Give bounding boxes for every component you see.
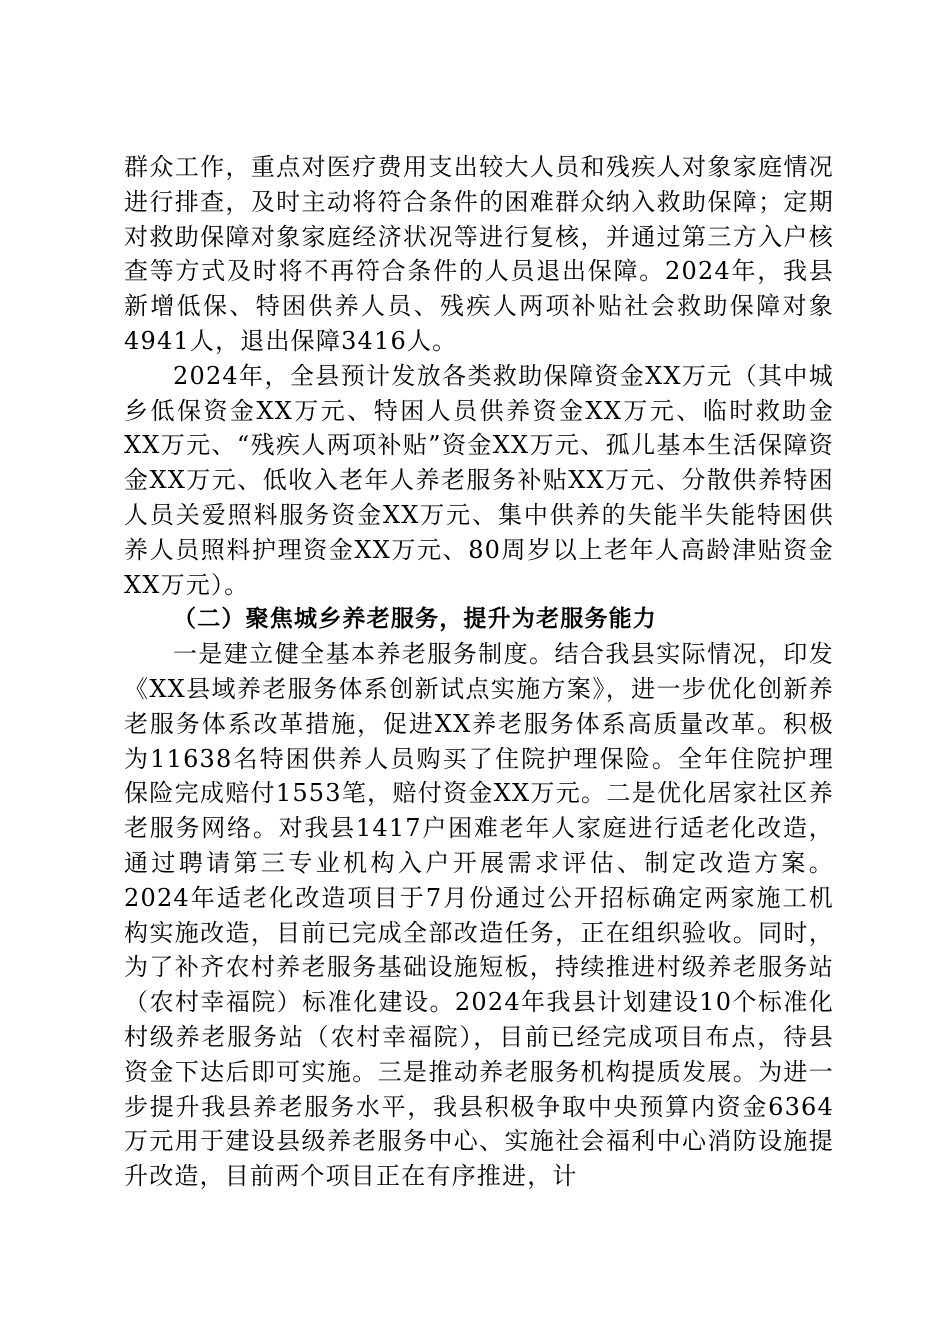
paragraph-elderly-care-services: 一是建立健全基本养老服务制度。结合我县实际情况，印发《XX县域养老服务体系创新试点实施方案》，进一步优化创新养老服务体系改革措施，促进XX养老服务体系高质量改革。积极为11638名特困供养人员购买了住院护理保险。全年住院护理保险完成赔付1553笔，赔付资金XX万元。二是优化居家社区养老服务网络。对我县1417户困难老年人家庭进行适老化改造，通过聘请第三专业机构入户开展需求评估、制定改造方案。2024年适老化改造项目于7月份通过公开招标确定两家施工机构实施改造，目前已完成全部改造任务，正在组织验收。同时，为了补齐农村养老服务基础设施短板，持续推进村级养老服务站（农村幸福院）标准化建设。2024年我县计划建设10个标准化村级养老服务站（农村幸福院），目前已经完成项目布点，待县资金下达后即可实施。三是推动养老服务机构提质发展。为进一步提升我县养老服务水平，我县积极争取中央预算内资金6364万元用于建设县级养老服务中心、实施社会福利中心消防设施提升改造，目前两个项目正在有序推进，计 bbox=[124, 640, 834, 1191]
document-body bbox=[124, 150, 834, 1194]
paragraph-rescue-funds: 2024年，全县预计发放各类救助保障资金XX万元（其中城乡低保资金XX万元、特困人员供养资金XX万元、临时救助金XX万元、“残疾人两项补贴”资金XX万元、孤儿基本生活保障资金XX万元、低收入老年人养老服务补贴XX万元、分散供养特困人员关爱照料服务资金XX万元、集中供养的失能半失能特困供养人员照料护理资金XX万元、80周岁以上老年人高龄津贴资金XX万元）。 bbox=[124, 361, 834, 599]
paragraph-rescue-screening: 群众工作，重点对医疗费用支出较大人员和残疾人对象家庭情况进行排查，及时主动将符合条件的困难群众纳入救助保障；定期对救助保障对象家庭经济状况等进行复核，并通过第三方入户核查等方式及时将不再符合条件的人员退出保障。2024年，我县新增低保、特困供养人员、残疾人两项补贴社会救助保障对象4941人，退出保障3416人。 bbox=[124, 153, 834, 355]
section-heading-elderly-care: （二）聚焦城乡养老服务，提升为老服务能力 bbox=[173, 606, 657, 633]
